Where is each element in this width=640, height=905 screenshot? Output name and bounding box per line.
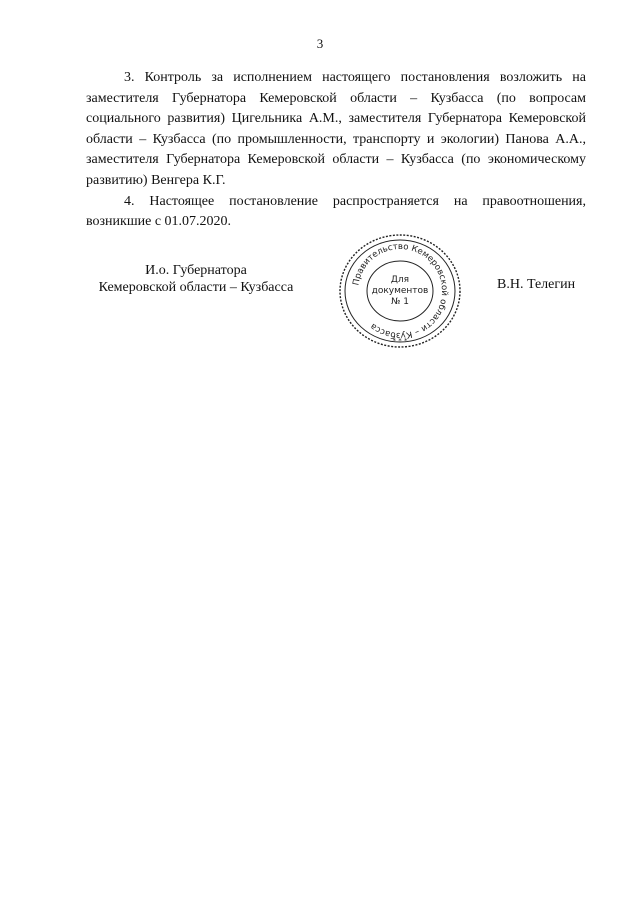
seal-center-line3: № 1: [391, 297, 409, 307]
page-number: 3: [316, 36, 324, 51]
paragraph-3: 3. Контроль за исполнением настоящего постановления возложить на заместителя Губернатора Кемеровской области – Кузбасса (по вопросам социального развития) Цигельника А.М., заместителя Губернатора Кемеровской области – Кузбасса (по промышленности, транспорту и экологии) Панова А.А., заместителя Губернатора Кемеровской области – Кузбасса (по экономическому развитию) Венгера К.Г.: [86, 70, 586, 188]
paragraph-4: 4. Настоящее постановление распространяется на правоотношения, возникшие с 01.07.2020.: [86, 193, 586, 230]
seal-outer-text: Правительство Кемеровской области – Кузбасса: [351, 241, 450, 341]
seal-star-ornament: * * *: [392, 337, 408, 345]
seal-center-line2: документов: [371, 286, 429, 296]
seal-stamp-icon: [335, 230, 465, 352]
document-body: [86, 68, 586, 233]
signatory-title-line2: Кемеровской области – Кузбасса: [98, 280, 294, 295]
signatory-title: [86, 262, 306, 296]
seal-center-line1: Для: [390, 275, 410, 285]
signatory-title-line1: И.о. Губернатора: [145, 263, 247, 278]
signatory-name: В.Н. Телегин: [497, 277, 576, 292]
official-seal: [335, 230, 465, 352]
